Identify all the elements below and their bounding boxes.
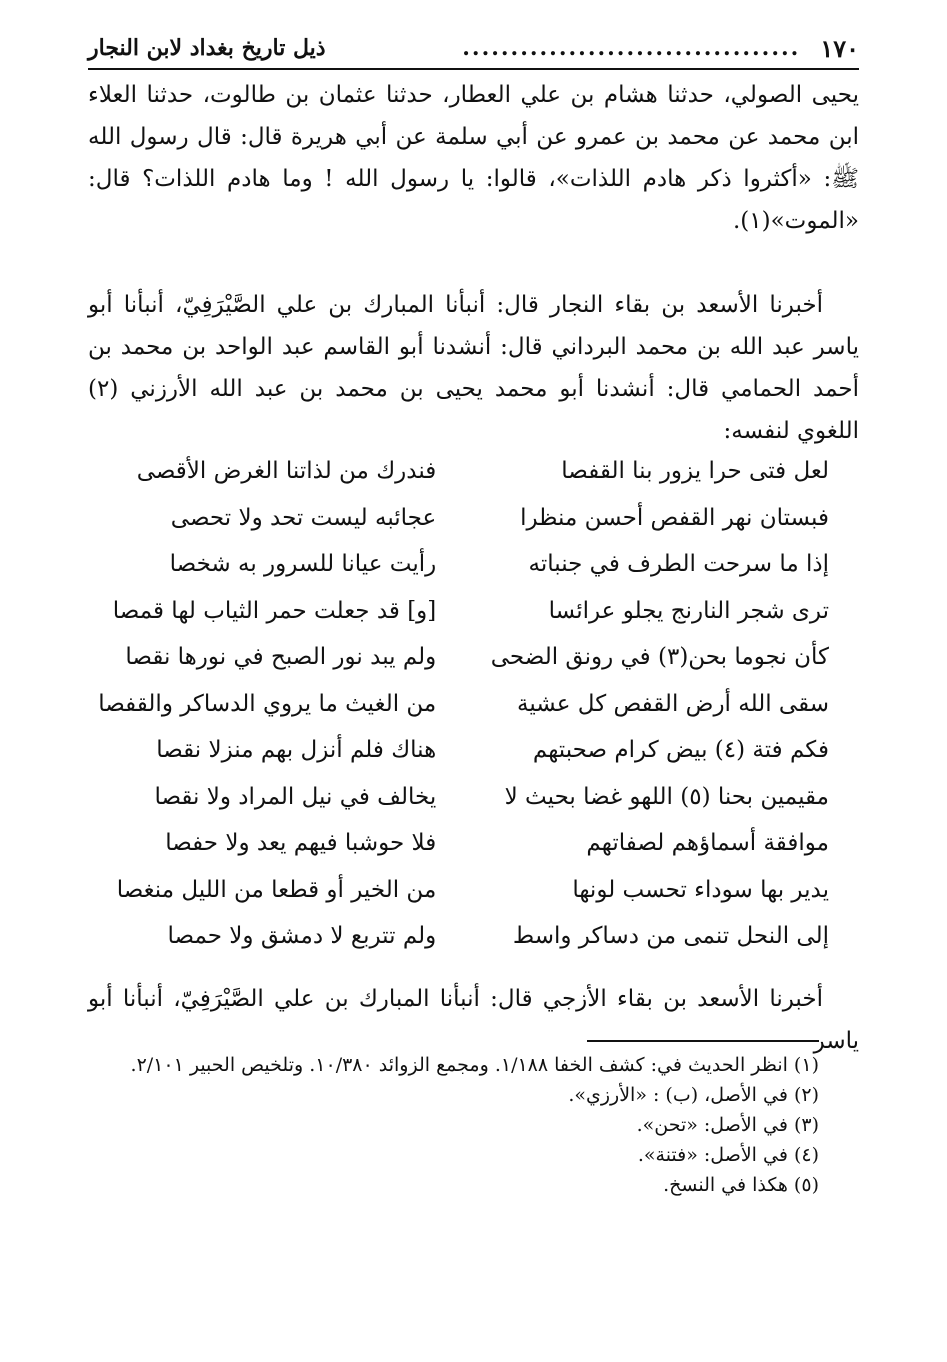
first-hemistich: إذا ما سرحت الطرف في جنباته — [528, 551, 829, 577]
poem-verse — [88, 448, 829, 495]
poem-verse — [88, 913, 829, 960]
second-hemistich: من الغيث ما يروي الدساكر والقفصا — [98, 690, 437, 717]
poem-block — [88, 448, 829, 960]
footnote-3: (٣) في الأصل: «تحن». — [636, 1114, 819, 1136]
first-hemistich: فكم فتة (٤) بيض كرام صحبتهم — [532, 737, 829, 763]
second-hemistich: ولم تتربع لا دمشق ولا حمصا — [167, 923, 437, 949]
poem-verse — [88, 588, 829, 635]
footnote-5: (٥) هكذا في النسخ. — [663, 1174, 819, 1196]
first-hemistich: موافقة أسماؤهم لصفاتهم — [586, 830, 829, 856]
second-hemistich: من الخير أو قطعا من الليل منغصا — [116, 876, 437, 903]
running-header — [88, 28, 859, 70]
first-hemistich: مقيمين بحنا (٥) اللهو غضا بحيث لا — [504, 783, 829, 810]
first-hemistich: إلى النحل تنمى من دساكر واسط — [512, 923, 829, 949]
hadith-paragraph: يحيى الصولي، حدثنا هشام بن علي العطار، حدثنا عثمان بن طالوت، حدثنا العلاء ابن محمد عن محمد بن عمرو عن أبي سلمة عن أبي هريرة قال: قال رسول الله ﷺ: «أكثروا ذكر هادم اللذات»، قالوا: يا رسول الله ! وما هادم اللذات؟ قال: «الموت»(١). — [88, 82, 859, 234]
poem-verse — [88, 495, 829, 542]
first-hemistich: لعل فتى حرا يزور بنا القفصا — [561, 458, 829, 484]
second-hemistich: [و] قد جعلت حمر الثياب لها قمصا — [112, 597, 437, 624]
first-hemistich: فبستان نهر القفص أحسن منظرا — [520, 504, 829, 531]
second-hemistich: رأيت عيانا للسرور به شخصا — [169, 551, 437, 577]
closing-paragraph: أخبرنا الأسعد بن بقاء الأزجي قال: أنبأنا المبارك بن علي الصَّيْرَفِيّ، أنبأنا أبو ياسر — [88, 986, 859, 1054]
footnote-1: (١) انظر الحديث في: كشف الخفا ١/١٨٨. ومجمع الزوائد ١٠/٣٨٠. وتلخيص الحبير ٢/١٠١. — [130, 1054, 819, 1076]
first-hemistich: كأن نجوما بحن(٣) في رونق الضحى — [490, 644, 829, 670]
poem-verse — [88, 820, 829, 867]
footnote-separator — [587, 1040, 819, 1042]
footnote-4: (٤) في الأصل: «فتنة». — [637, 1144, 819, 1166]
footnotes — [88, 1050, 819, 1200]
poem-verse — [88, 774, 829, 821]
second-hemistich: عجائبه ليست تحد ولا تحصى — [170, 504, 437, 531]
second-hemistich: فلا حوشبا فيهم يعد ولا حفصا — [165, 830, 437, 856]
narration-paragraph: أخبرنا الأسعد بن بقاء النجار قال: أنبأنا المبارك بن علي الصَّيْرَفِيّ، أنبأنا أبو ياسر عبد الله بن محمد البرداني قال: أنشدنا أبو القاسم عبد الواحد بن محمد بن أحمد الحمامي قال: أنشدنا أبو محمد يحيى بن محمد بن عبد الله الأرزني (٢) اللغوي لنفسه: — [88, 292, 859, 444]
poem-verse — [88, 541, 829, 588]
book-title: ذيل تاريخ بغداد لابن النجار — [88, 35, 326, 61]
poem-verse — [88, 681, 829, 728]
poem-verse — [88, 634, 829, 681]
second-hemistich: فندرك من لذاتنا الغرض الأقصى — [136, 458, 437, 484]
first-hemistich: سقى الله أرض القفص كل عشية — [516, 690, 829, 717]
poem-verse — [88, 867, 829, 914]
page-number: ١٧٠ — [820, 33, 859, 63]
second-hemistich: ولم يبد نور الصبح في نورها نقصا — [125, 644, 437, 670]
second-hemistich: يخالف في نيل المراد ولا نقصا — [154, 783, 437, 810]
footnote-2: (٢) في الأصل، (ب) : «الأرزي». — [568, 1084, 819, 1106]
first-hemistich: يدير بها سوداء تحسب لونها — [572, 876, 829, 903]
first-hemistich: ترى شجر النارنج يجلو عرائسا — [548, 597, 829, 624]
poem-verse — [88, 727, 829, 774]
header-leader-dots: ................................... — [462, 35, 801, 61]
second-hemistich: هناك فلم أنزل بهم منزلا نقصا — [156, 737, 437, 763]
